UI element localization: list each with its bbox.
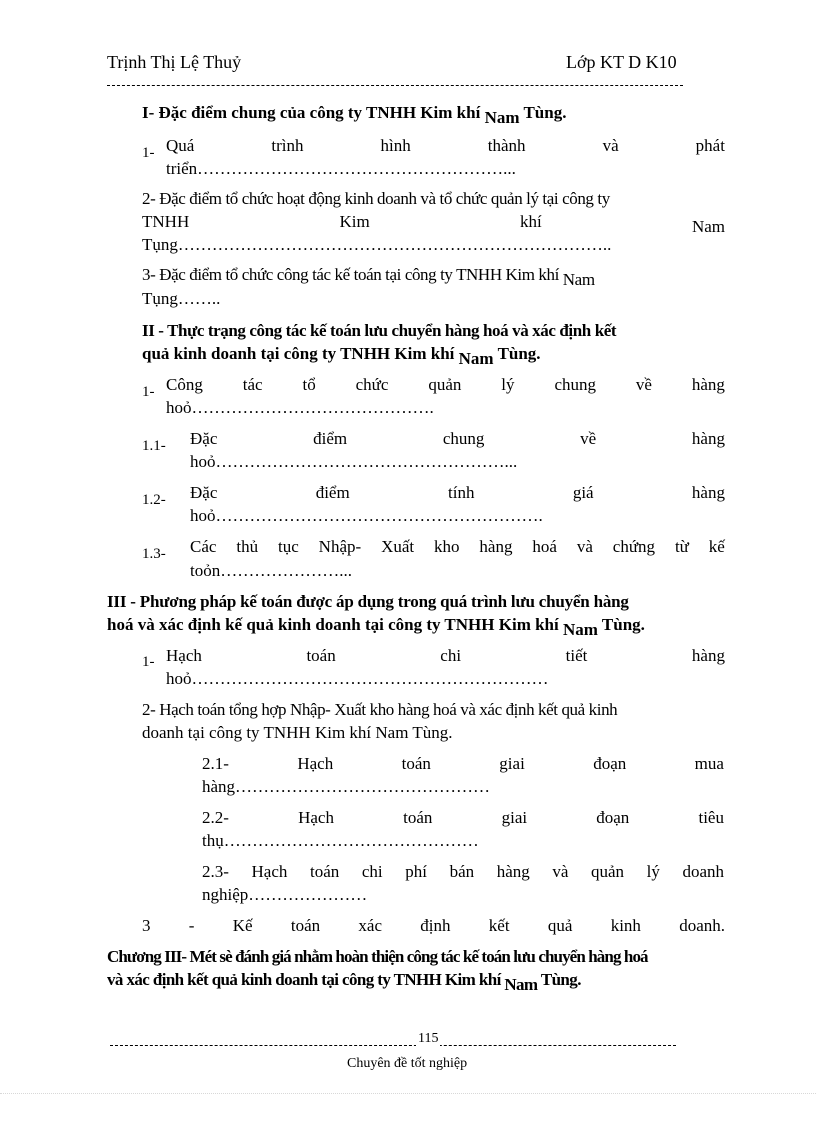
- item-1-cont: triển………………………………………………...: [166, 159, 516, 178]
- section-iii-title-line2: hoá và xác định kế quả kinh doanh tại công ty TNHH Kim khí Nam Tùng.: [107, 615, 645, 639]
- chapter-iii-title: Chương III- Mét sè đánh giá nhằm hoàn thiện công tác kế toán lưu chuyển hàng hoá: [107, 947, 648, 966]
- iii-item-2-2-cont: thụ………………………………………: [202, 831, 479, 850]
- iii-item-3-line: 3 - Kế toán xác định kết quả kinh doanh.: [142, 916, 725, 935]
- item-3-line: 3- Đặc điểm tổ chức công tác kế toán tại công ty TNHH Kim khí Nam: [142, 265, 595, 289]
- ii-item-1-line: Công tác tổ chức quản lý chung về hàng: [166, 375, 725, 394]
- section-ii-title-line2: quả kinh doanh tại công ty TNHH Kim khí Nam Tùng.: [142, 344, 541, 368]
- item-3-cont: Tụng……..: [142, 289, 221, 308]
- item-1-number: 1-: [142, 145, 155, 161]
- ii-item-1-2-line: Đặc điểm tính giá hàng: [190, 483, 725, 502]
- iii-item-2-line2: doanh tại công ty TNHH Kim khí Nam Tùng.: [142, 723, 453, 742]
- iii-item-2-3-line: 2.3- Hạch toán chi phí bán hàng và quản lý doanh: [202, 862, 724, 881]
- ii-item-1-2-cont: hoỏ………………………………………………….: [190, 506, 543, 525]
- item-2-line2: TNHH Kim khí Nam: [142, 212, 725, 236]
- iii-item-1-cont: hoỏ………………………………………………………: [166, 669, 549, 688]
- ii-item-1-1-cont: hoỏ……………………………………………...: [190, 452, 518, 471]
- ii-item-1-3-cont: toỏn…………………...: [190, 561, 352, 580]
- iii-item-2-2-line: 2.2- Hạch toán giai đoạn tiêu: [202, 808, 724, 827]
- chapter-iii-title-line2: và xác định kết quả kinh doanh tại công ty TNHH Kim khí Nam Tùng.: [107, 970, 581, 994]
- header-class: Lớp KT D K10: [566, 52, 677, 72]
- header-author: Trịnh Thị Lệ Thuỷ: [107, 52, 242, 72]
- section-ii-title: II - Thực trạng công tác kế toán lưu chuyển hàng hoá và xác định kết: [142, 321, 617, 340]
- item-2-cont: Tụng…………………………………………………………………..: [142, 235, 612, 254]
- ii-item-1-cont: hoỏ…………………………………….: [166, 398, 434, 417]
- ii-item-1-2-number: 1.2-: [142, 492, 166, 508]
- page-edge: [0, 1093, 816, 1094]
- footer-divider: [110, 1045, 676, 1046]
- section-i-title: I- Đặc điểm chung của công ty TNHH Kim khí Nam Tùng.: [142, 103, 567, 127]
- iii-item-2-1-line: 2.1- Hạch toán giai đoạn mua: [202, 754, 724, 773]
- page-number: 115: [418, 1031, 439, 1046]
- iii-item-2-line: 2- Hạch toán tổng hợp Nhập- Xuất kho hàng hoá và xác định kết quả kinh: [142, 700, 618, 719]
- section-iii-title: III - Phương pháp kế toán được áp dụng trong quá trình lưu chuyển hàng: [107, 592, 629, 611]
- item-2-line: 2- Đặc điểm tổ chức hoạt động kinh doanh và tổ chức quản lý tại công ty: [142, 189, 610, 208]
- iii-item-1-number: 1-: [142, 654, 155, 670]
- item-1-line: Quá trình hình thành và phát: [166, 136, 725, 155]
- ii-item-1-3-line: Các thủ tục Nhập- Xuất kho hàng hoá và chứng từ kế: [190, 537, 725, 556]
- ii-item-1-3-number: 1.3-: [142, 546, 166, 562]
- ii-item-1-number: 1-: [142, 384, 155, 400]
- ii-item-1-1-line: Đặc điểm chung về hàng: [190, 429, 725, 448]
- iii-item-2-1-cont: hàng………………………………………: [202, 777, 491, 796]
- iii-item-1-line: Hạch toán chi tiết hàng: [166, 646, 725, 665]
- header-divider: [107, 85, 683, 86]
- ii-item-1-1-number: 1.1-: [142, 438, 166, 454]
- footer-label: Chuyên đề tốt nghiệp: [347, 1056, 468, 1071]
- iii-item-2-3-cont: nghiệp…………………: [202, 885, 368, 904]
